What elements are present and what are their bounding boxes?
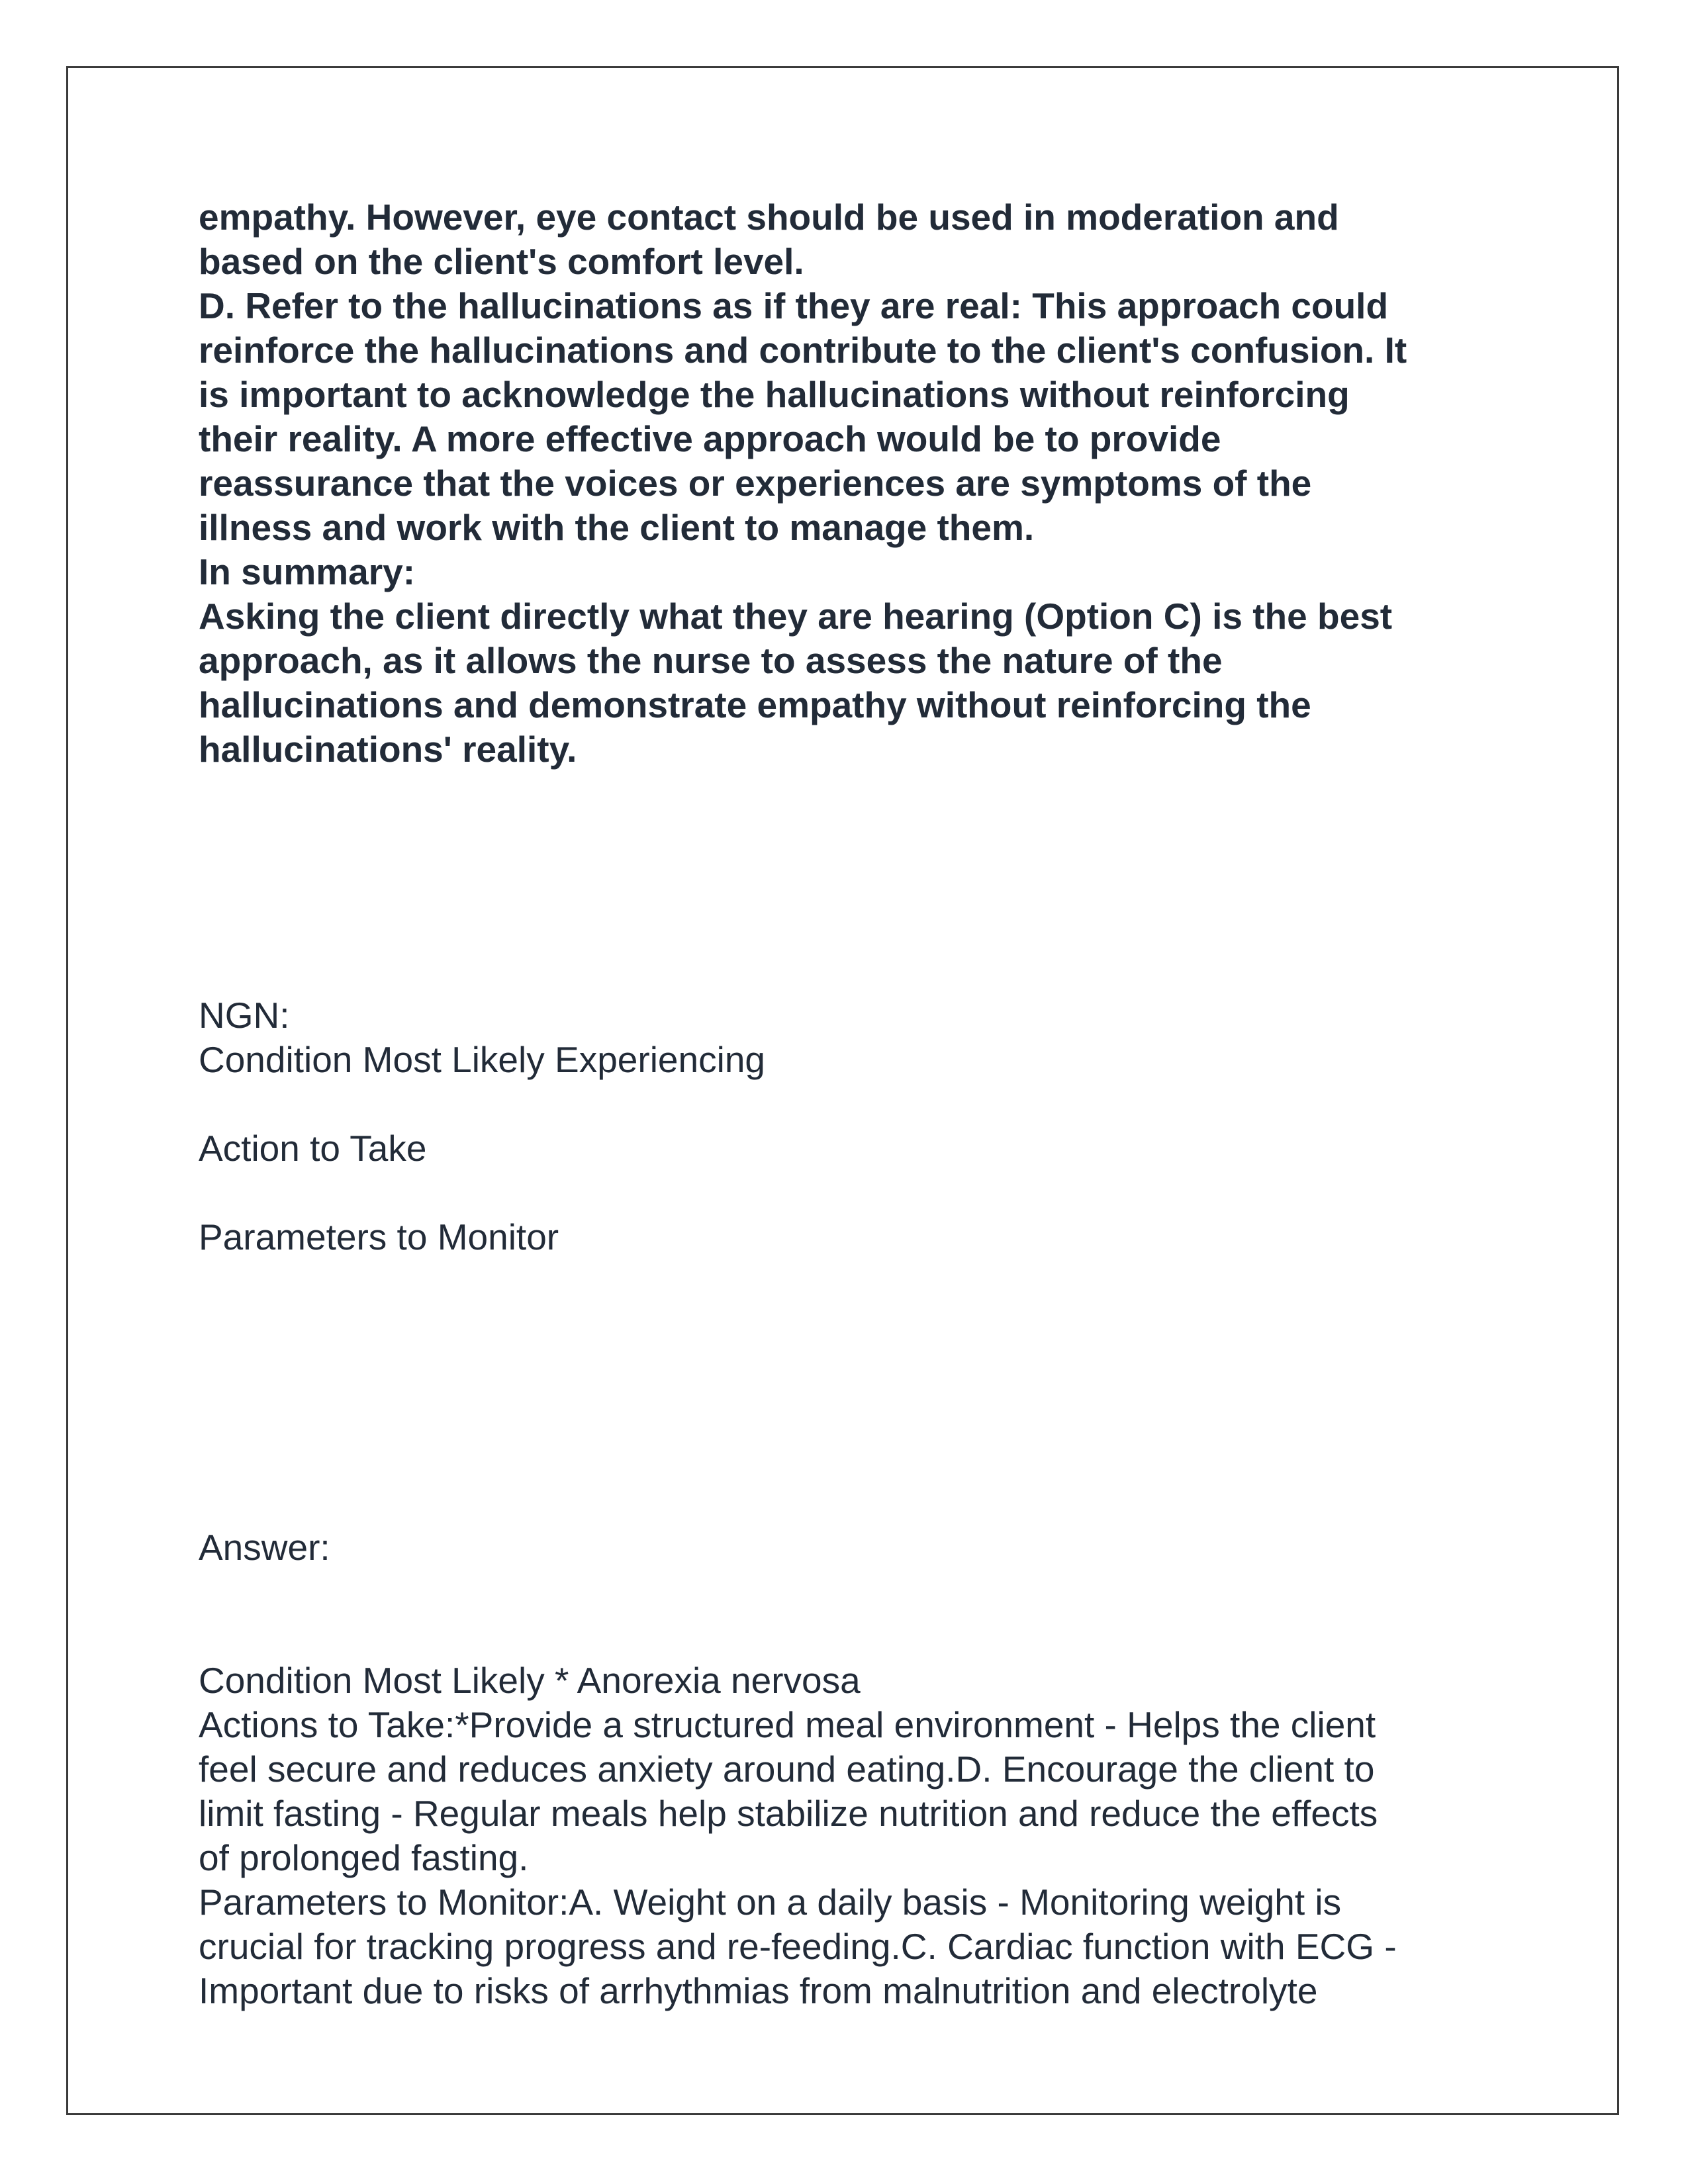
rationale-line: reassurance that the voices or experiences are symptoms of the (199, 463, 1312, 504)
rationale-line: is important to acknowledge the hallucinations without reinforcing (199, 374, 1350, 415)
ngn-section (199, 993, 1496, 1259)
ngn-condition-label: Condition Most Likely Experiencing (199, 1039, 765, 1080)
ngn-heading: NGN: (199, 995, 290, 1036)
answer-section (199, 1525, 1496, 2013)
rationale-line: illness and work with the client to manage them. (199, 507, 1035, 548)
answer-line: of prolonged fasting. (199, 1837, 529, 1878)
rationale-line: reinforce the hallucinations and contribute to the client's confusion. It (199, 330, 1407, 371)
answer-line: Condition Most Likely * Anorexia nervosa (199, 1660, 861, 1701)
rationale-line: D. Refer to the hallucinations as if they are real: This approach could (199, 285, 1389, 326)
summary-line: Asking the client directly what they are hearing (Option C) is the best (199, 596, 1393, 637)
answer-line: Actions to Take:*Provide a structured meal environment - Helps the client (199, 1704, 1376, 1745)
rationale-line: their reality. A more effective approach would be to provide (199, 418, 1221, 459)
summary-line: hallucinations' reality. (199, 729, 577, 770)
answer-heading: Answer: (199, 1527, 330, 1568)
ngn-action-label: Action to Take (199, 1128, 427, 1169)
rationale-line: empathy. However, eye contact should be used in moderation and (199, 197, 1339, 238)
answer-line: Parameters to Monitor:A. Weight on a daily basis - Monitoring weight is (199, 1882, 1342, 1923)
answer-line: crucial for tracking progress and re-feeding.C. Cardiac function with ECG - (199, 1926, 1397, 1967)
rationale-line: based on the client's comfort level. (199, 241, 804, 282)
rationale-bold-section (199, 195, 1496, 772)
document-content (199, 195, 1496, 2013)
answer-body (199, 1659, 1496, 2013)
answer-line: limit fasting - Regular meals help stabilize nutrition and reduce the effects (199, 1793, 1378, 1834)
ngn-parameters-label: Parameters to Monitor (199, 1216, 559, 1257)
answer-line: Important due to risks of arrhythmias from malnutrition and electrolyte (199, 1970, 1318, 2011)
summary-heading: In summary: (199, 551, 416, 592)
summary-line: approach, as it allows the nurse to assess the nature of the (199, 640, 1223, 681)
answer-line: feel secure and reduces anxiety around eating.D. Encourage the client to (199, 1749, 1375, 1790)
summary-line: hallucinations and demonstrate empathy without reinforcing the (199, 684, 1311, 725)
